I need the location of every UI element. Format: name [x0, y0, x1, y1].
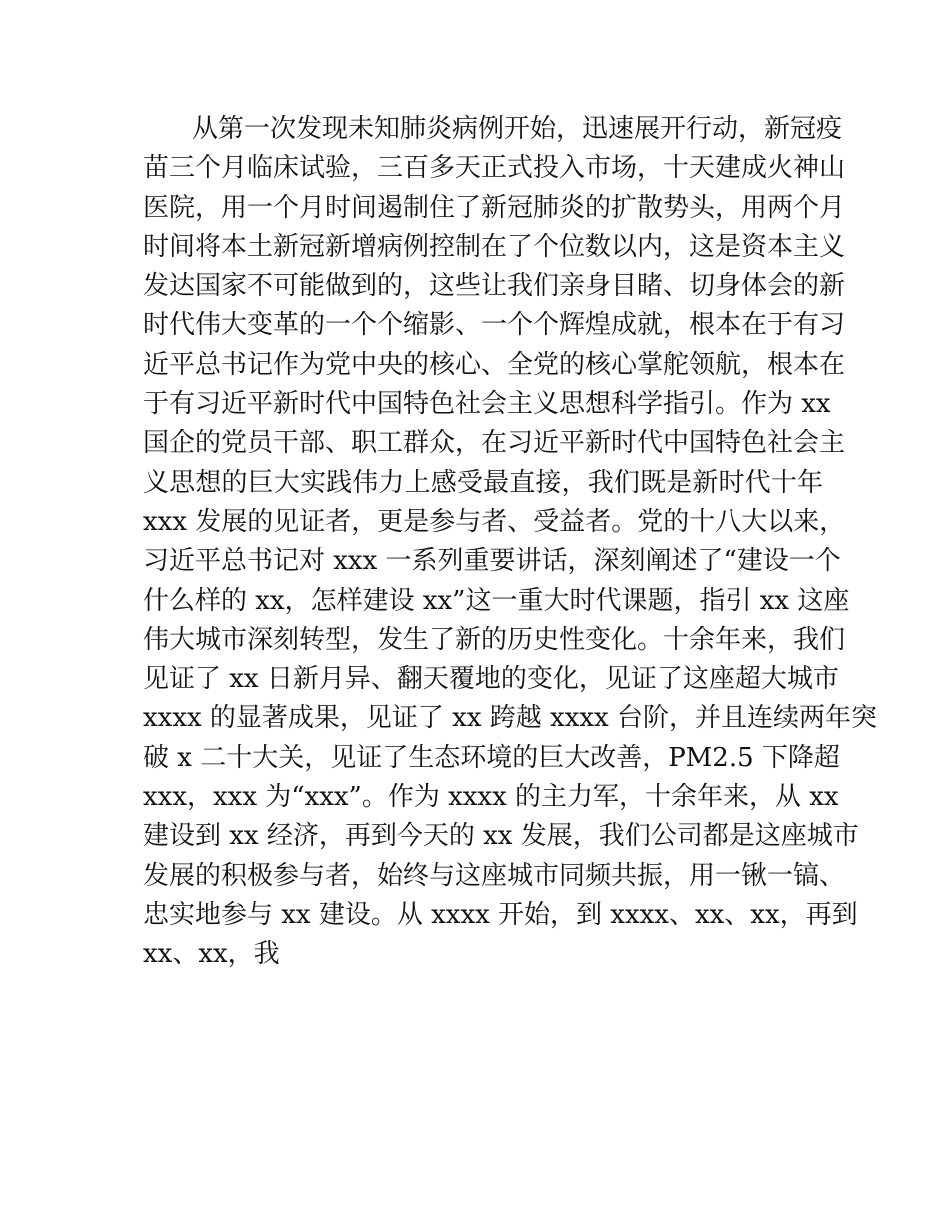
text-line: xxxx 的显著成果，见证了 xx 跨越 xxxx 台阶，并且连续两年突: [143, 703, 877, 734]
text-line: 伟大城市深刻转型，发生了新的历史性变化。十余年来，我们: [143, 624, 846, 655]
text-line: 时代伟大变革的一个个缩影、一个个辉煌成就，根本在于有习: [143, 310, 846, 341]
text-line: 忠实地参与 xx 建设。从 xxxx 开始，到 xxxx、xx、xx，再到: [143, 899, 858, 930]
text-line: 什么样的 xx，怎样建设 xx”这一重大时代课题，指引 xx 这座: [143, 585, 850, 616]
text-line: 医院，用一个月时间遏制住了新冠肺炎的扩散势头，用两个月: [143, 192, 846, 223]
text-line: 发达国家不可能做到的，这些让我们亲身目睹、切身体会的新: [143, 271, 846, 302]
text-line: 国企的党员干部、职工群众，在习近平新时代中国特色社会主: [143, 428, 846, 459]
text-line: 时间将本土新冠新增病例控制在了个位数以内，这是资本主义: [143, 231, 846, 262]
text-line: 苗三个月临床试验，三百多天正式投入市场，十天建成火神山: [143, 153, 846, 184]
text-line: 建设到 xx 经济，再到今天的 xx 发展，我们公司都是这座城市: [143, 821, 859, 852]
text-line: 义思想的巨大实践伟力上感受最直接，我们既是新时代十年: [143, 467, 823, 498]
text-line: xx、xx，我: [143, 939, 280, 970]
text-line: 于有习近平新时代中国特色社会主义思想科学指引。作为 xx: [143, 389, 831, 420]
text-line: 近平总书记作为党中央的核心、全党的核心掌舵领航，根本在: [143, 349, 846, 380]
text-line: 从第一次发现未知肺炎病例开始，迅速展开行动，新冠疫: [192, 114, 843, 144]
text-line: 习近平总书记对 xxx 一系列重要讲话，深刻阐述了“建设一个: [143, 546, 841, 577]
body-paragraph: [143, 110, 877, 975]
text-line: 破 x 二十大关，见证了生态环境的巨大改善，PM2.5 下降超: [143, 742, 840, 773]
text-line: xxx，xxx 为“xxx”。作为 xxxx 的主力军，十余年来，从 xx: [143, 782, 839, 813]
text-line: xxx 发展的见证者，更是参与者、受益者。党的十八大以来，: [143, 506, 846, 537]
text-line: 发展的积极参与者，始终与这座城市同频共振，用一锹一镐、: [143, 860, 846, 891]
text-line: 见证了 xx 日新月异、翻天覆地的变化，见证了这座超大城市: [143, 664, 839, 695]
